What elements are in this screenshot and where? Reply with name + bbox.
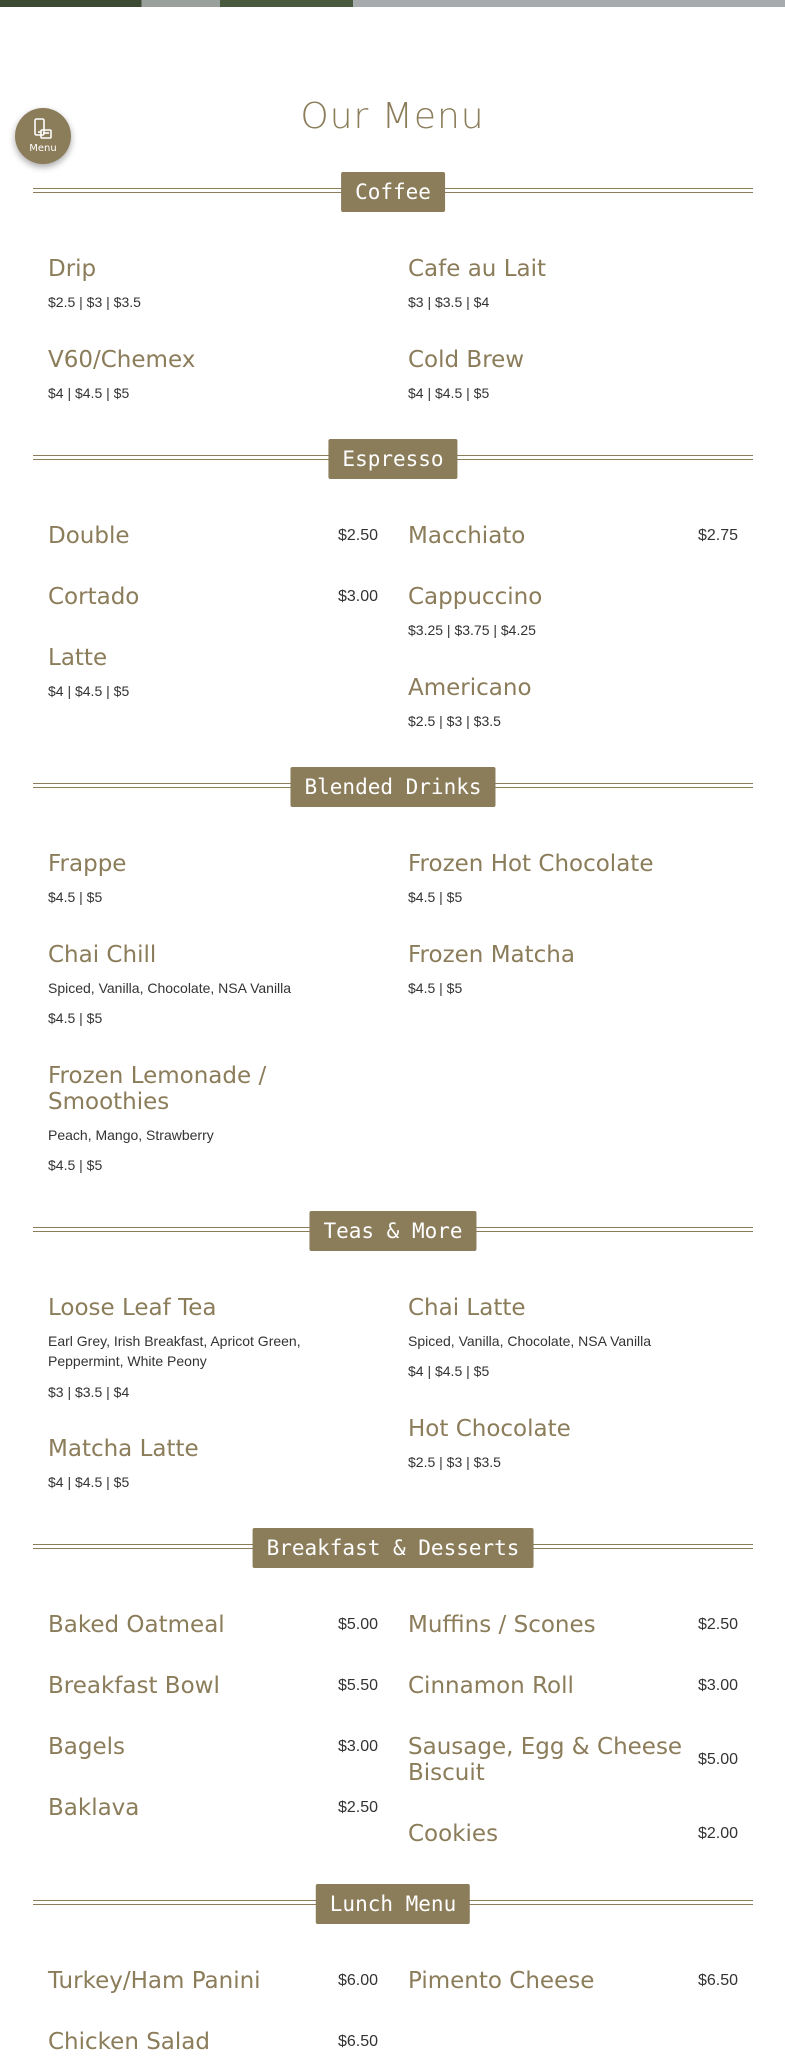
item-name: Latte	[48, 645, 108, 671]
item-price: $4.5 | $5	[408, 889, 463, 905]
item-name: Hot Chocolate	[408, 1416, 571, 1442]
item-description: Peach, Mango, Strawberry	[48, 1127, 214, 1143]
item-name: Loose Leaf Tea	[48, 1295, 217, 1321]
section-header-teas	[33, 1211, 753, 1251]
hero-image-strip	[0, 0, 785, 7]
item-price: $2.50	[697, 1616, 738, 1633]
item-price: $4.5 | $5	[408, 980, 463, 996]
section-title: Coffee	[341, 172, 445, 212]
item-price: $3.25 | $3.75 | $4.25	[408, 622, 536, 638]
item-name: Matcha Latte	[48, 1436, 199, 1462]
item-price: $3.00	[337, 1738, 378, 1755]
item-price: $5.00	[337, 1616, 378, 1633]
item-price: $4.5 | $5	[48, 1010, 103, 1026]
item-name: Cookies	[408, 1821, 499, 1847]
item-name: Cortado	[48, 584, 140, 610]
item-name: Chai Latte	[408, 1295, 526, 1321]
item-price: $2.75	[697, 527, 738, 544]
item-price: $6.50	[697, 1972, 738, 1989]
item-name: Breakfast Bowl	[48, 1673, 220, 1699]
item-name: Sausage, Egg & Cheese	[408, 1734, 683, 1760]
section-title: Teas & More	[309, 1211, 476, 1251]
item-name: Muffins / Scones	[408, 1612, 596, 1638]
section-title: Lunch Menu	[316, 1884, 470, 1924]
item-price: $6.00	[337, 1972, 378, 1989]
item-description: Peppermint, White Peony	[48, 1353, 207, 1369]
item-price: $4.5 | $5	[48, 889, 103, 905]
item-price: $3.00	[337, 588, 378, 605]
item-price: $2.5 | $3 | $3.5	[408, 1454, 501, 1470]
item-price: $2.50	[337, 527, 378, 544]
item-name: Cinnamon Roll	[408, 1673, 574, 1699]
section-title: Breakfast & Desserts	[253, 1528, 534, 1568]
item-description: Earl Grey, Irish Breakfast, Apricot Green,	[48, 1333, 301, 1349]
item-price: $4 | $4.5 | $5	[408, 385, 490, 401]
section-title: Espresso	[328, 439, 457, 479]
item-price: $5.50	[337, 1677, 378, 1694]
item-name: Smoothies	[48, 1089, 170, 1115]
item-description: Spiced, Vanilla, Chocolate, NSA Vanilla	[408, 1333, 652, 1349]
menu-button-label: Menu	[29, 143, 57, 154]
item-name: Baked Oatmeal	[48, 1612, 225, 1638]
item-price: $2.5 | $3 | $3.5	[408, 713, 501, 729]
item-name: Drip	[48, 256, 97, 282]
section-header-blended-drinks	[33, 767, 753, 807]
item-name: Baklava	[48, 1795, 140, 1821]
item-name: Frozen Lemonade /	[48, 1063, 267, 1089]
section-header-breakfast	[33, 1528, 753, 1568]
item-price: $6.50	[337, 2033, 378, 2050]
item-price: $4 | $4.5 | $5	[48, 385, 130, 401]
item-price: $4 | $4.5 | $5	[48, 1474, 130, 1490]
item-price: $4 | $4.5 | $5	[408, 1363, 490, 1379]
item-name: Americano	[408, 675, 532, 701]
item-name: Frozen Hot Chocolate	[408, 851, 654, 877]
item-name: Bagels	[48, 1734, 125, 1760]
item-price: $3 | $3.5 | $4	[48, 1384, 130, 1400]
item-price: $2.00	[697, 1825, 738, 1842]
item-name: Turkey/Ham Panini	[48, 1968, 261, 1994]
section-header-coffee	[33, 172, 753, 212]
item-description: Spiced, Vanilla, Chocolate, NSA Vanilla	[48, 980, 292, 996]
item-price: $5.00	[697, 1751, 738, 1768]
item-price: $2.5 | $3 | $3.5	[48, 294, 141, 310]
section-title: Blended Drinks	[290, 767, 495, 807]
item-price: $3.00	[697, 1677, 738, 1694]
item-name: Cafe au Lait	[408, 256, 547, 282]
item-price: $3 | $3.5 | $4	[408, 294, 490, 310]
section-header-espresso	[33, 439, 753, 479]
item-name: Cold Brew	[408, 347, 525, 373]
item-name: Chicken Salad	[48, 2029, 210, 2055]
item-name: Cappuccino	[408, 584, 543, 610]
item-price: $4.5 | $5	[48, 1157, 103, 1173]
item-name: Frappe	[48, 851, 127, 877]
item-price: $2.50	[337, 1799, 378, 1816]
item-name: Double	[48, 523, 130, 549]
section-header-lunch	[33, 1884, 753, 1924]
item-name: Chai Chill	[48, 942, 157, 968]
item-name: Pimento Cheese	[408, 1968, 595, 1994]
item-name: Macchiato	[408, 523, 526, 549]
item-name: Frozen Matcha	[408, 942, 575, 968]
item-price: $4 | $4.5 | $5	[48, 683, 130, 699]
item-name: V60/Chemex	[48, 347, 196, 373]
item-name: Biscuit	[408, 1760, 485, 1786]
page-title: Our Menu	[300, 96, 485, 137]
